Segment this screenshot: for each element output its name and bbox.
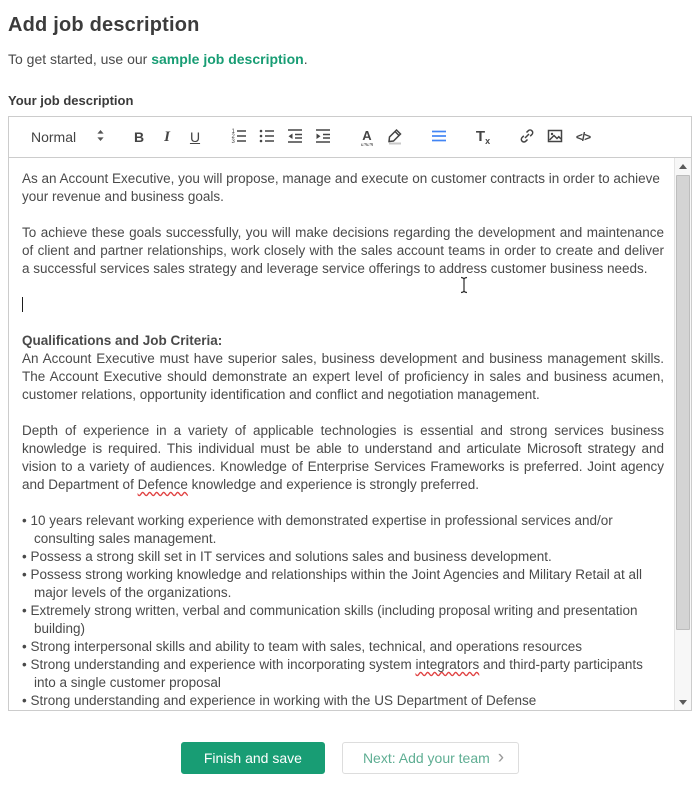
highlight-color-button[interactable] bbox=[381, 125, 409, 149]
link-button[interactable] bbox=[513, 125, 541, 149]
clear-formatting-button[interactable] bbox=[469, 125, 497, 149]
outdent-icon bbox=[286, 127, 304, 148]
scrollbar-thumb[interactable] bbox=[676, 175, 690, 630]
text-color-button[interactable] bbox=[353, 125, 381, 149]
link-icon bbox=[518, 127, 536, 148]
align-justify-icon bbox=[430, 127, 448, 148]
bullet-item: • Strong interpersonal skills and ability to team with sales, technical, and operations resources bbox=[22, 639, 583, 654]
scroll-down-button[interactable] bbox=[675, 694, 691, 710]
paragraph: Depth of experience in a variety of applicable technologies is essential and strong services business knowledge is required. This individual must be able to understand and articulate Microsoft strategy and vision to a variety of audiences. Knowledge of Enterprise Services Frameworks is preferred. Joint agency and Department of Defence knowledge and experience is strongly preferred. bbox=[22, 423, 664, 492]
list-indent-group bbox=[225, 125, 337, 149]
intro-text bbox=[8, 51, 692, 67]
bullet-item: • Extremely strong written, verbal and communication skills (including proposal writing and presentation building) bbox=[22, 603, 638, 636]
bullet-item: • Strong understanding and experience with incorporating system integrators and third-party participants into a single customer proposal bbox=[22, 657, 643, 690]
page-title: Add job description bbox=[8, 14, 200, 36]
misspelled-word: Defence bbox=[137, 477, 188, 492]
empty-line bbox=[22, 314, 664, 332]
editor-content-area bbox=[9, 158, 691, 710]
scroll-up-icon bbox=[679, 164, 687, 169]
caret-line bbox=[22, 296, 664, 314]
code-button[interactable]: </> bbox=[569, 125, 597, 149]
footer-actions bbox=[8, 742, 692, 774]
text-color-icon: A bbox=[362, 129, 371, 146]
clear-formatting-icon: $T_x$ bbox=[475, 127, 491, 146]
format-group bbox=[17, 125, 109, 149]
chevron-right-icon: › bbox=[497, 747, 505, 768]
empty-line bbox=[22, 206, 664, 224]
chevron-updown-icon bbox=[96, 129, 105, 145]
next-add-your-team-button[interactable] bbox=[342, 742, 519, 774]
intro-prefix: To get started, use our bbox=[8, 51, 152, 67]
empty-line bbox=[22, 404, 664, 422]
highlighter-icon bbox=[386, 127, 404, 148]
underline-button[interactable]: U bbox=[181, 125, 209, 149]
empty-line bbox=[22, 494, 664, 512]
color-group bbox=[353, 125, 409, 149]
scroll-up-button[interactable] bbox=[675, 158, 691, 174]
image-button[interactable] bbox=[541, 125, 569, 149]
svg-text:1: 1 bbox=[231, 128, 235, 135]
bullet-item: • Possess a strong skill set in IT services and solutions sales and business development. bbox=[22, 549, 552, 564]
ordered-list-icon bbox=[230, 127, 248, 148]
svg-text:3: 3 bbox=[231, 138, 235, 145]
indent-button[interactable] bbox=[309, 125, 337, 149]
sample-job-description-link[interactable]: sample job description bbox=[151, 51, 304, 67]
scroll-down-icon bbox=[679, 700, 687, 705]
editor-label: Your job description bbox=[8, 93, 134, 108]
align-group bbox=[425, 125, 453, 149]
indent-icon bbox=[314, 127, 332, 148]
clean-group bbox=[469, 125, 497, 149]
next-button-label: Next: Add your team bbox=[362, 750, 490, 766]
bullet-list-icon bbox=[258, 127, 276, 148]
paragraph: To achieve these goals successfully, you will make decisions regarding the development and maintenance of client and partner relationships, work closely with the sales account teams in order to create and deliver a successful services sales strategy and leverage service offerings to address customer business needs. bbox=[22, 225, 664, 276]
misspelled-word: integrators bbox=[415, 657, 480, 672]
bold-heading: Qualifications and Job Criteria: bbox=[22, 333, 223, 348]
bullet-item: • 10 years relevant working experience with demonstrated expertise in professional services and/or consulting sales management. bbox=[22, 513, 613, 546]
bold-button[interactable]: B bbox=[125, 125, 153, 149]
format-select-label: Normal bbox=[31, 129, 77, 145]
ordered-list-button[interactable] bbox=[225, 125, 253, 149]
intro-suffix: . bbox=[303, 51, 308, 67]
image-icon bbox=[546, 127, 564, 148]
svg-text:2: 2 bbox=[231, 133, 235, 140]
align-justify-button[interactable] bbox=[425, 125, 453, 149]
bullet-list-button[interactable] bbox=[253, 125, 281, 149]
editor-toolbar bbox=[9, 117, 691, 158]
italic-button[interactable]: I bbox=[153, 125, 181, 149]
bullet-item: • Possess strong working knowledge and relationships within the Joint Agencies and Military Retail at all major levels of the organizations. bbox=[22, 567, 643, 600]
empty-line bbox=[22, 278, 664, 296]
job-description-editor bbox=[8, 116, 692, 711]
outdent-button[interactable] bbox=[281, 125, 309, 149]
bullet-item: • Strong understanding and experience in working with the US Department of Defense bbox=[22, 693, 537, 708]
insert-group bbox=[513, 125, 597, 149]
finish-and-save-button[interactable]: Finish and save bbox=[181, 742, 325, 774]
text-caret bbox=[22, 297, 23, 312]
editor-content[interactable] bbox=[9, 158, 674, 710]
editor-scrollbar[interactable] bbox=[674, 158, 691, 710]
paragraph: As an Account Executive, you will propose, manage and execute on customer contracts in order to achieve your revenue and business goals. bbox=[22, 171, 660, 204]
format-select[interactable] bbox=[17, 125, 109, 149]
basic-format-group bbox=[125, 125, 209, 149]
paragraph: Qualifications and Job Criteria: An Account Executive must have superior sales, business development and business management skills. The Account Executive should demonstrate an expert level of proficiency in sales and business acumen, customer relations, opportunity identification and conflict and negotiation management. bbox=[22, 333, 664, 402]
